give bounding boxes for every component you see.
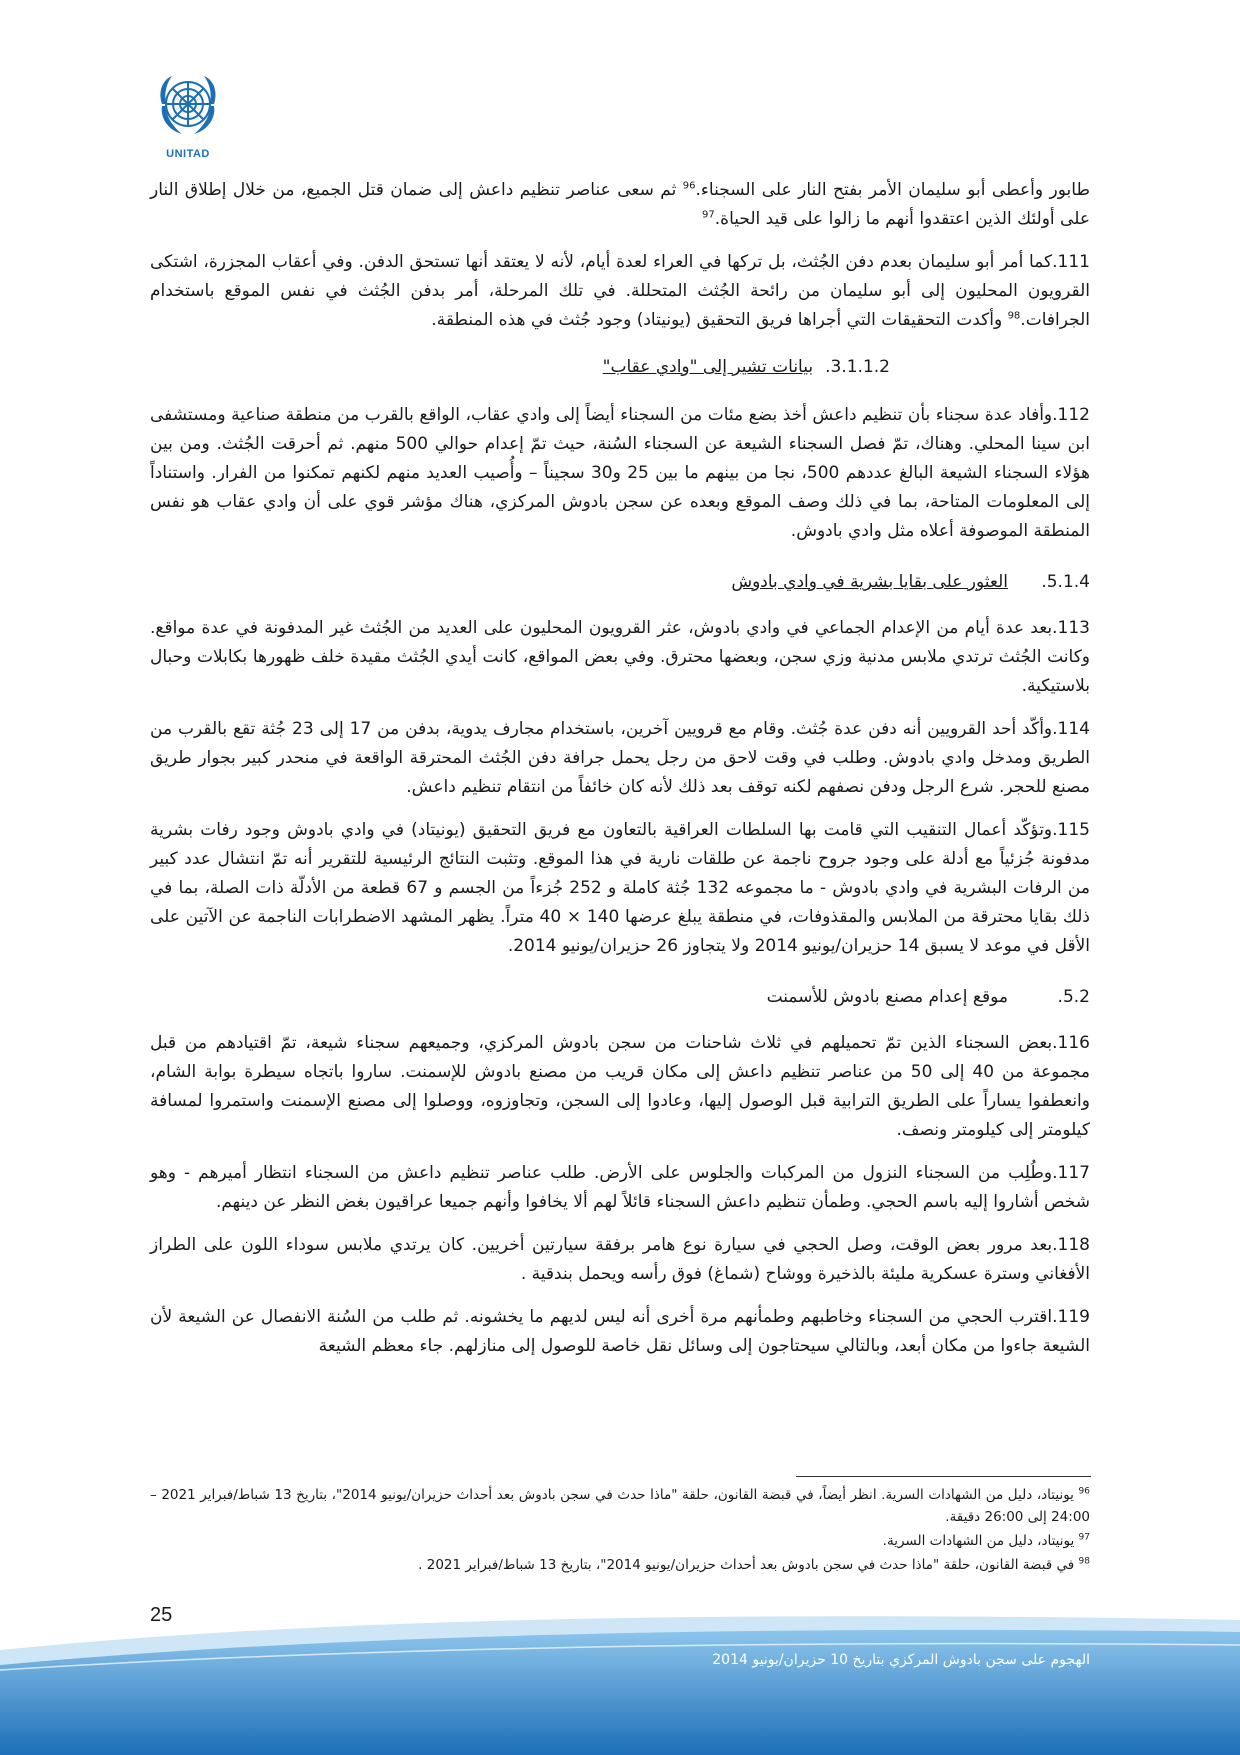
paragraph-text: وأفاد عدة سجناء بأن تنظيم داعش أخذ بضع مئات من السجناء أيضاً إلى وادي عقاب، الواقع بالقرب من منطقة صناعية ومستشفى ابن سينا المحلي. وهناك، تمّ فصل السجناء الشيعة عن السجناء السُنة، حيث تمّ إعدام حوالي 500 منهم. ثم أحرقت الجُثث. ومن بين هؤلاء السجناء الشيعة البالغ عددهم 500، نجا من بينهم ما بين 25 و30 سجيناً – وأُصيب العديد منهم لكنهم تمكنوا من الفرار. واستناداً إلى المعلومات المتاحة، بما في ذلك وصف الموقع وبعده عن سجن بادوش المركزي، هناك مؤشر قوي على أن وادي عقاب هو نفس المنطقة الموصوفة أعلاه مثل وادي بادوش. — [150, 405, 1090, 541]
paragraph-116 — [150, 1029, 1090, 1145]
un-emblem — [148, 70, 228, 160]
page-number: 25 — [150, 1604, 173, 1626]
paragraph-text: وتؤكّد أعمال التنقيب التي قامت بها السلطات العراقية بالتعاون مع فريق التحقيق (يونيتاد) في وادي بادوش وجود رفات بشرية مدفونة جُزئياً مع أدلة على وجود جروح ناجمة عن طلقات نارية في هذا الموقع. وتثبت النتائج الرئيسية للتقرير أنه تمّ انتشال عدد كبير من الرفات البشرية في وادي بادوش - ما مجموعه 132 جُثة كاملة و 252 جُزءاً من الجسم و 67 قطعة من الأدلّة ذات الصلة، بما في ذلك بقايا محترقة من الملابس والمقذوفات، في منطقة يبلغ عرضها 140 × 40 متراً. يظهر المشهد الاضطرابات الناجمة عن الآتين على الأقل في موعد لا يسبق 14 حزيران/يونيو 2014 ولا يتجاوز 26 حزيران/يونيو 2014. — [150, 820, 1090, 956]
paragraph-number: 118. — [1052, 1235, 1090, 1255]
footnote-text: يونيتاد، دليل من الشهادات السرية. انظر أيضاً، في قبضة القانون، حلقة "ماذا حدث في سجن بادوش بعد أحداث حزيران/يونيو 2014"، بتاريخ 13 شباط/فبراير 2021 – 24:00 إلى 26:00 دقيقة. — [150, 1487, 1090, 1525]
heading-title: بيانات تشير إلى "وادي عقاب" — [602, 357, 814, 377]
section-heading-5-1-4 — [150, 568, 1090, 596]
section-heading-3-1-1-2 — [150, 353, 1090, 381]
footnote-separator — [796, 1476, 1091, 1477]
paragraph-112 — [150, 401, 1090, 546]
footnote-number: 98 — [1078, 1556, 1090, 1567]
paragraph-113 — [150, 614, 1090, 701]
paragraph-111 — [150, 248, 1090, 335]
paragraph-text-cont: وأكدت التحقيقات التي أجراها فريق التحقيق (يونيتاد) وجود جُثث في هذه المنطقة. — [431, 310, 1008, 330]
paragraph-text: بعد عدة أيام من الإعدام الجماعي في وادي بادوش، عثر القرويون المحليون على العديد من الجُثث غير المدفونة في عدة مواقع. وكانت الجُثث ترتدي ملابس مدنية وزي سجن، وبعضها محترق. وفي بعض المواقع، كانت أيدي الجُثث مقيدة خلف ظهورها بكابلات وحبال بلاستيكية. — [150, 618, 1090, 696]
footnote-ref-98[interactable]: 98 — [1007, 310, 1021, 322]
heading-number: 5.1.4. — [1041, 572, 1090, 592]
footnote-number: 96 — [1078, 1486, 1090, 1497]
un-emblem-icon — [152, 70, 224, 142]
paragraph-number: 117. — [1052, 1163, 1090, 1183]
footnote-98 — [150, 1554, 1090, 1576]
heading-title: العثور على بقايا بشرية في وادي بادوش — [731, 572, 1008, 592]
heading-number: 5.2. — [1057, 987, 1090, 1007]
logo-label: UNITAD — [166, 148, 210, 160]
heading-number: 3.1.1.2. — [825, 357, 890, 377]
paragraph-text: اقترب الحجي من السجناء وخاطبهم وطمأنهم مرة أخرى أنه ليس لديهم ما يخشونه. ثم طلب من السُنة الانفصال عن الشيعة لأن الشيعة جاءوا من مكان أبعد، وبالتالي سيحتاجون إلى وسائل نقل خاصة للوصول إلى منازلهم. جاء معظم الشيعة — [150, 1307, 1090, 1356]
footnote-ref-97[interactable]: 97 — [702, 209, 715, 221]
footnotes — [150, 1484, 1090, 1578]
paragraph-119 — [150, 1303, 1090, 1361]
paragraph-number: 116. — [1052, 1033, 1090, 1053]
paragraph-number: 112. — [1052, 405, 1090, 425]
document-body — [150, 176, 1090, 1375]
paragraph-118 — [150, 1231, 1090, 1289]
intro-text-a: طابور وأعطى أبو سليمان الأمر بفتح النار على السجناء. — [695, 180, 1090, 200]
paragraph-number: 115. — [1052, 820, 1090, 840]
heading-title: موقع إعدام مصنع بادوش للأسمنت — [766, 987, 1008, 1007]
footnote-ref-96[interactable]: 96 — [682, 180, 696, 192]
paragraph-text: بعض السجناء الذين تمّ تحميلهم في ثلاث شاحنات من سجن بادوش المركزي، وجميعهم سجناء شيعة، تمّ اقتيادهم من قبل مجموعة من 40 إلى 50 من عناصر تنظيم داعش إلى مكان قريب من مصنع بادوش للإسمنت. ساروا باتجاه سيطرة بوابة الشام، وانعطفوا يساراً على الطريق الترابية قبل الوصول إليها، وعادوا إلى السجن، وتجاوزوه، ووصلوا إلى مصنع الإسمنت واستمروا لمسافة كيلومتر إلى كيلومتر ونصف. — [150, 1033, 1091, 1140]
footnote-text: يونيتاد، دليل من الشهادات السرية. — [882, 1533, 1079, 1549]
footnote-96 — [150, 1484, 1090, 1528]
paragraph-number: 119. — [1052, 1307, 1090, 1327]
paragraph-114 — [150, 715, 1090, 802]
footnote-text: في قبضة القانون، حلقة "ماذا حدث في سجن بادوش بعد أحداث حزيران/يونيو 2014"، بتاريخ 13 شباط/فبراير 2021 . — [418, 1557, 1079, 1573]
footer-report-title: الهجوم على سجن بادوش المركزي بتاريخ 10 حزيران/يونيو 2014 — [712, 1652, 1090, 1668]
intro-text-b: ثم سعى عناصر تنظيم داعش إلى ضمان قتل الجميع، من خلال إطلاق النار على أولئك الذين اعتقدوا أنهم ما زالوا على قيد الحياة. — [150, 180, 1090, 229]
paragraph-text: كما أمر أبو سليمان بعدم دفن الجُثث، بل تركها في العراء لعدة أيام، لأنه لا يعتقد أنها تستحق الدفن. وفي أعقاب المجزرة، اشتكى القرويون المحليون إلى أبو سليمان من رائحة الجُثث المتحللة. في تلك المرحلة، أمر بدفن الجُثث في نفس الموقع باستخدام الجرافات. — [150, 252, 1090, 330]
intro-paragraph — [150, 176, 1090, 234]
paragraph-117 — [150, 1159, 1090, 1217]
paragraph-number: 111. — [1052, 252, 1090, 272]
footer-wave-banner — [0, 1610, 1240, 1755]
footnote-97 — [150, 1530, 1090, 1552]
paragraph-text: بعد مرور بعض الوقت، وصل الحجي في سيارة نوع هامر برفقة سيارتين أخريين. كان يرتدي ملابس سوداء اللون على الطراز الأفغاني وسترة عسكرية مليئة بالذخيرة ووشاح (شماغ) فوق رأسه ويحمل بندقية . — [150, 1235, 1090, 1284]
paragraph-text: وأكّد أحد القرويين أنه دفن عدة جُثث. وقام مع قرويين آخرين، باستخدام مجارف يدوية، بدفن من 17 إلى 23 جُثة تقع بالقرب من الطريق ومدخل وادي بادوش. وطلب في وقت لاحق من رجل يحمل جرافة دفن الجُثث المحترقة الواقعة في منحدر كبير بجوار طريق مصنع للحجر. شرع الرجل ودفن نصفهم لكنه توقف بعد ذلك لأنه كان خائفاً من انتقام تنظيم داعش. — [150, 719, 1090, 797]
footnote-number: 97 — [1078, 1532, 1090, 1543]
section-heading-5-2 — [150, 983, 1090, 1011]
paragraph-115 — [150, 816, 1090, 961]
paragraph-text: وطُلِب من السجناء النزول من المركبات والجلوس على الأرض. طلب عناصر تنظيم داعش من السجناء انتظار أميرهم - وهو شخص أشاروا إليه باسم الحجي. وطمأن تنظيم داعش السجناء قائلاً لهم ألا يخافوا وأنهم جميعا عراقيون بغض النظر عن دينهم. — [150, 1163, 1090, 1212]
paragraph-number: 114. — [1052, 719, 1090, 739]
paragraph-number: 113. — [1052, 618, 1090, 638]
